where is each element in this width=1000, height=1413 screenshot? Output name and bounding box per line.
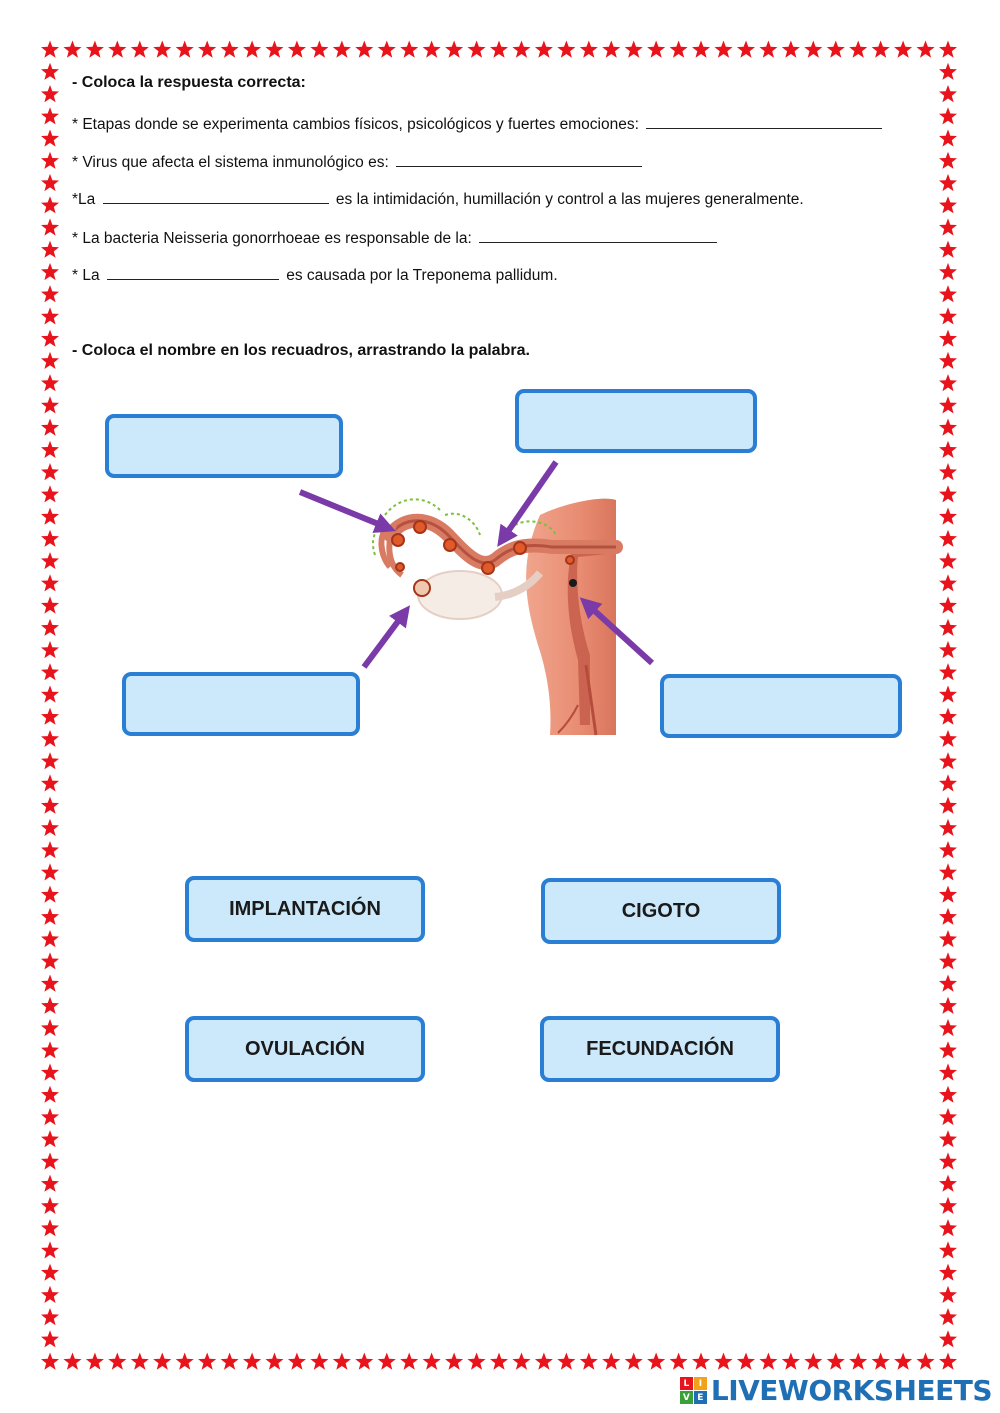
question-3-text-before: *La bbox=[72, 191, 96, 208]
arrow-top-right bbox=[502, 462, 556, 540]
logo-badge-icon: L I V E bbox=[680, 1377, 707, 1404]
question-2-text: * Virus que afecta el sistema inmunológico es: bbox=[72, 154, 389, 171]
question-1-text: * Etapas donde se experimenta cambios físicos, psicológicos y fuertes emociones: bbox=[72, 116, 639, 133]
section1-title: - Coloca la respuesta correcta: bbox=[72, 74, 306, 91]
question-3-text-after: es la intimidación, humillación y control a las mujeres generalmente. bbox=[335, 191, 804, 208]
arrow-top-left bbox=[300, 492, 388, 528]
word-cigoto[interactable]: CIGOTO bbox=[541, 878, 781, 944]
liveworksheets-logo bbox=[680, 1374, 992, 1407]
question-4-text: * La bacteria Neisseria gonorrhoeae es responsable de la: bbox=[72, 230, 472, 247]
word-implantacion[interactable]: IMPLANTACIÓN bbox=[185, 876, 425, 942]
question-5-text-before: * La bbox=[72, 267, 100, 284]
logo-text: LIVEWORKSHEETS bbox=[710, 1374, 992, 1407]
section2-title: - Coloca el nombre en los recuadros, arrastrando la palabra. bbox=[72, 342, 530, 359]
word-ovulacion[interactable]: OVULACIÓN bbox=[185, 1016, 425, 1082]
arrow-bottom-right bbox=[586, 603, 652, 663]
arrow-bottom-left bbox=[364, 612, 405, 667]
question-5-text-after: es causada por la Treponema pallidum. bbox=[286, 267, 558, 284]
word-fecundacion[interactable]: FECUNDACIÓN bbox=[540, 1016, 780, 1082]
